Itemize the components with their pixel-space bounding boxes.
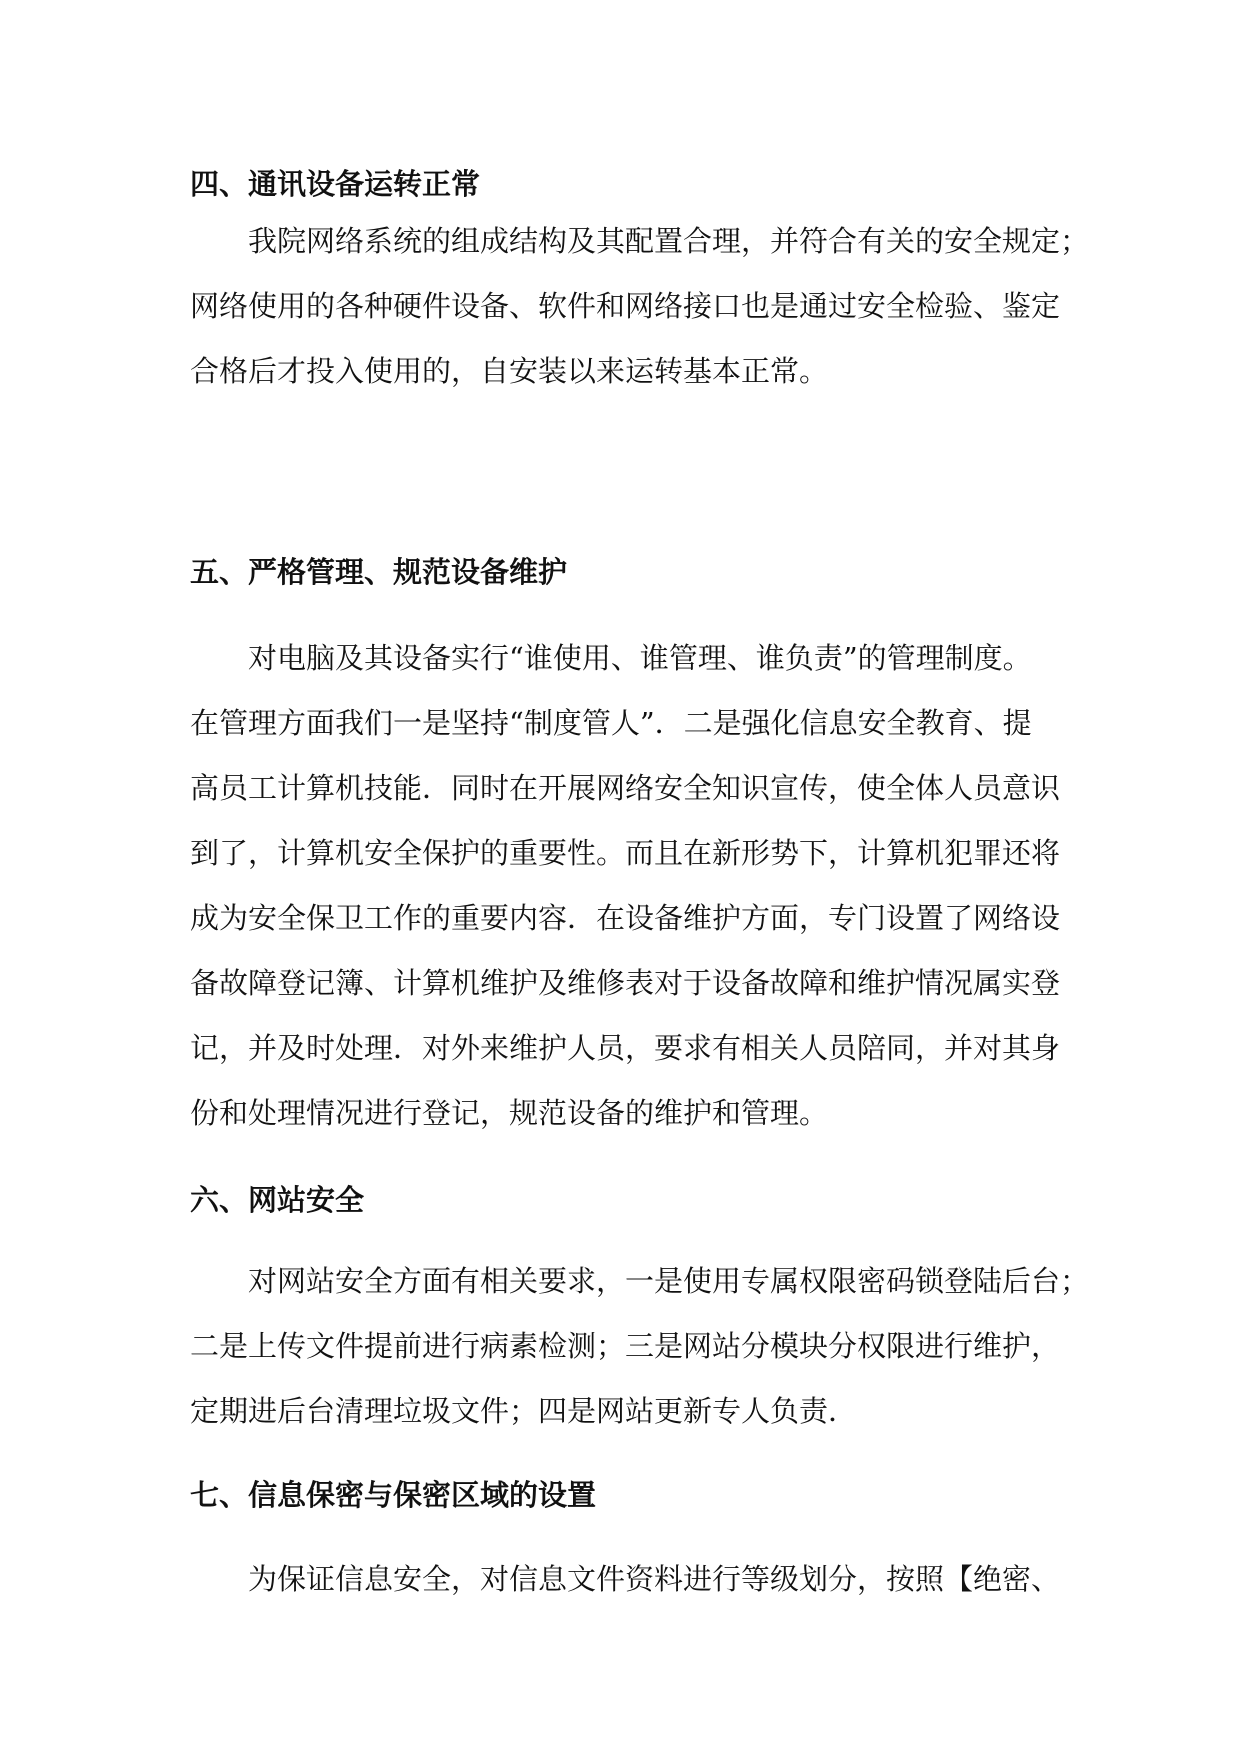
section-heading-5: 五、严格管理、规范设备维护 xyxy=(190,555,568,589)
section-heading-4: 四、通讯设备运转正常 xyxy=(190,167,481,201)
paragraph-line: 记，并及时处理．对外来维护人员，要求有相关人员陪同，并对其身 xyxy=(190,1031,1061,1065)
paragraph-line: 份和处理情况进行登记，规范设备的维护和管理。 xyxy=(190,1096,829,1130)
paragraph-line: 我院网络系统的组成结构及其配置合理，并符合有关的安全规定； xyxy=(248,224,1090,258)
paragraph-line: 对网站安全方面有相关要求，一是使用专属权限密码锁登陆后台； xyxy=(248,1264,1090,1298)
paragraph-line: 高员工计算机技能．同时在开展网络安全知识宣传，使全体人员意识 xyxy=(190,771,1061,805)
section-heading-6: 六、网站安全 xyxy=(190,1183,365,1217)
section-paragraph-6 xyxy=(190,1249,1090,1444)
paragraph-line: 合格后才投入使用的，自安装以来运转基本正常。 xyxy=(190,354,829,388)
paragraph-line: 成为安全保卫工作的重要内容．在设备维护方面，专门设置了网络设 xyxy=(190,901,1061,935)
paragraph-line: 网络使用的各种硬件设备、软件和网络接口也是通过安全检验、鉴定 xyxy=(190,289,1061,323)
section-paragraph-7 xyxy=(190,1547,1070,1612)
section-paragraph-5 xyxy=(190,626,1070,1146)
paragraph-line: 二是上传文件提前进行病素检测；三是网站分模块分权限进行维护， xyxy=(190,1329,1061,1363)
paragraph-line: 到了，计算机安全保护的重要性。而且在新形势下，计算机犯罪还将 xyxy=(190,836,1061,870)
paragraph-line: 定期进后台清理垃圾文件；四是网站更新专人负责． xyxy=(190,1394,858,1428)
paragraph-line: 在管理方面我们一是坚持“制度管人”．二是强化信息安全教育、提 xyxy=(190,706,1032,740)
paragraph-line: 对电脑及其设备实行“谁使用、谁管理、谁负责”的管理制度。 xyxy=(248,641,1032,675)
section-paragraph-4 xyxy=(190,209,1090,404)
paragraph-line: 备故障登记簿、计算机维护及维修表对于设备故障和维护情况属实登 xyxy=(190,966,1061,1000)
section-heading-7: 七、信息保密与保密区域的设置 xyxy=(190,1478,597,1512)
paragraph-line: 为保证信息安全，对信息文件资料进行等级划分，按照【绝密、 xyxy=(248,1562,1061,1596)
